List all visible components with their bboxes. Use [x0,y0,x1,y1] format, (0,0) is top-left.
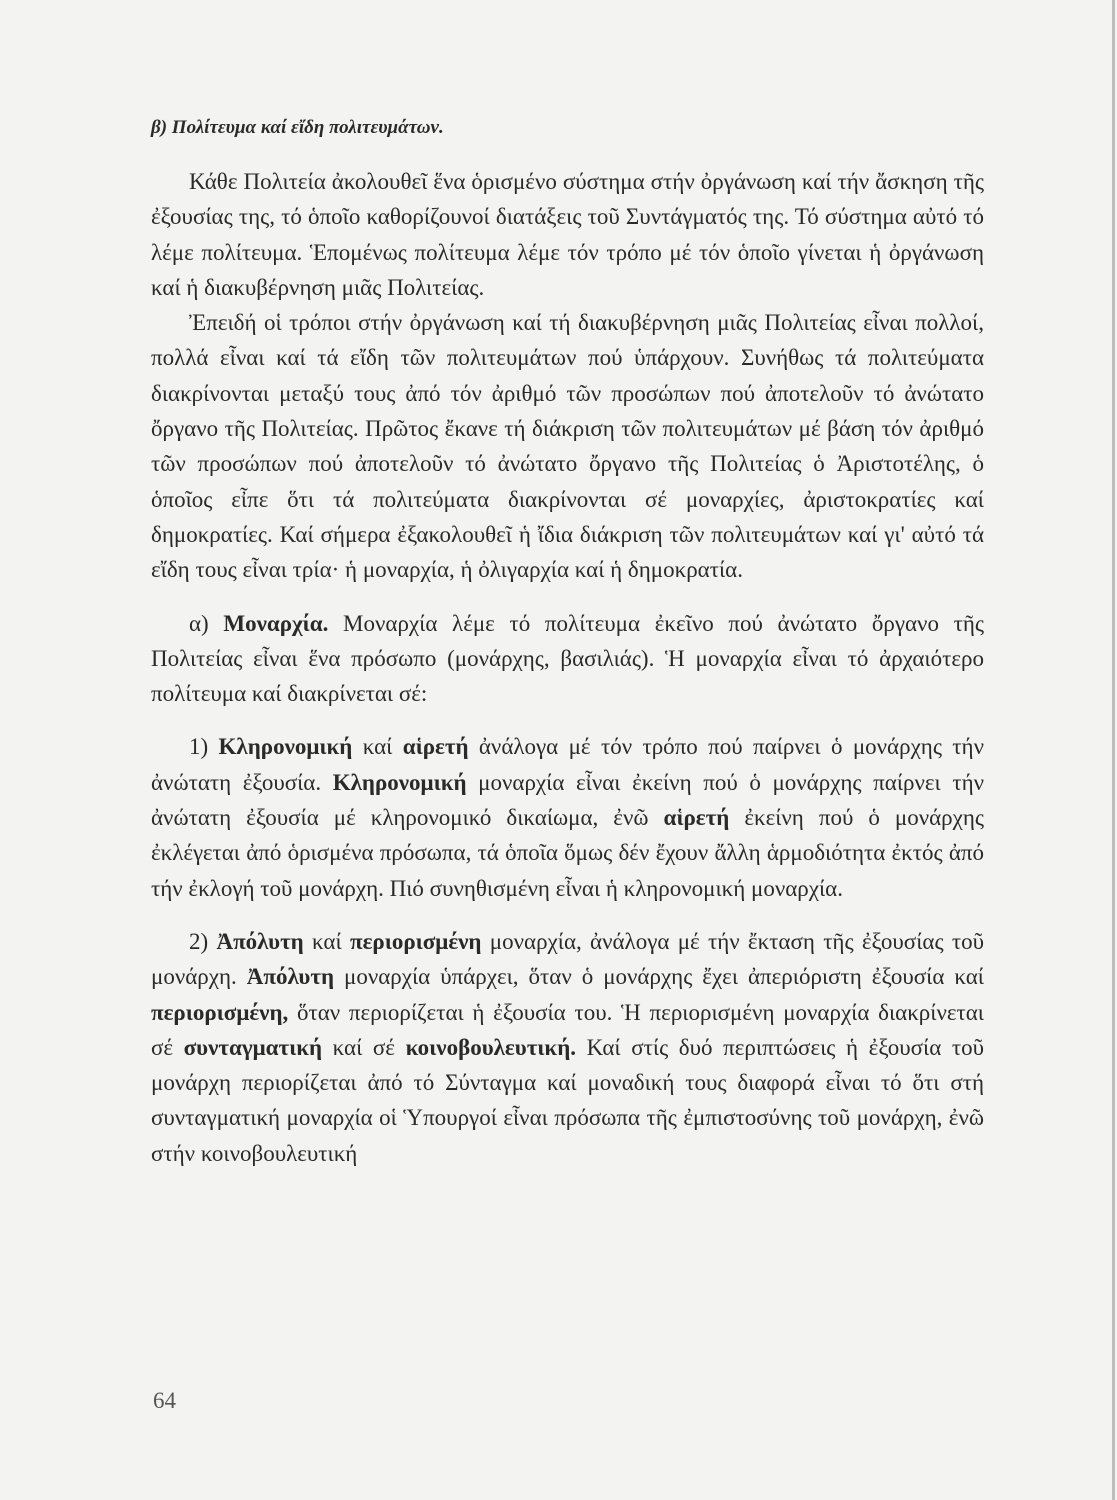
section-heading: β) Πολίτευμα καί εἴδη πολιτευμάτων. [151,117,444,138]
paragraph-absolute-limited: 2) Ἀπόλυτη καί περιορισμένη μοναρχία, ἀνάλογα μέ τήν ἔκταση τῆς ἐξουσίας τοῦ μονάρχη. Ἀπόλυτη μοναρχία ὑπάρχει, ὅταν ὁ μονάρχης ἔχει ἀπεριόριστη ἐξουσία καί περιορισμένη, ὅταν περιορίζεται ἡ ἐξουσία του. Ἡ περιορισμένη μοναρχία διακρίνεται σέ συνταγματική καί σέ κοινοβουλευτική. Καί στίς δυό περιπτώσεις ἡ ἐξουσία τοῦ μονάρχη περιορίζεται ἀπό τό Σύνταγμα καί μοναδική τους διαφορά εἶναι τό ὅτι στή συνταγματική μοναρχία οἱ Ὑπουργοί εἶναι πρόσωπα τῆς ἐμπιστοσύνης τοῦ μονάρχη, ἐνῶ στήν κοινοβουλευτική [151,928,984,1166]
paragraph-types-of-polity: Ἐπειδή οἱ τρόποι στήν ὀργάνωση καί τή διακυβέρνηση μιᾶς Πολιτείας εἶναι πολλοί, πολλά εἶναι καί τά εἴδη τῶν πολιτευμάτων πού ὑπάρχουν. Συνήθως τά πολιτεύματα διακρίνονται μεταξύ τους ἀπό τόν ἀριθμό τῶν προσώπων πού ἀποτελοῦν τό ἀνώτατο ὄργανο τῆς Πολιτείας. Πρῶτος ἔκανε τή διάκριση τῶν πολιτευμάτων μέ βάση τόν ἀριθμό τῶν προσώπων πού ἀποτελοῦν τό ἀνώτατο ὄργανο τῆς Πολιτείας ὁ Ἀριστοτέλης, ὁ ὁποῖος εἶπε ὅτι τά πολιτεύματα διακρίνονται σέ μοναρχίες, ἀριστοκρατίες καί δημοκρατίες. Καί σήμερα ἐξακολουθεῖ ἡ ἴδια διάκριση τῶν πολιτευμάτων καί γι' αὐτό τά εἴδη τους εἶναι τρία· ἡ μοναρχία, ἡ ὀλιγαρχία καί ἡ δημοκρατία. [151,310,984,583]
page-number: 64 [153,1388,176,1413]
paragraph-polity-definition: Κάθε Πολιτεία ἀκολουθεῖ ἕνα ὁρισμένο σύστημα στήν ὀργάνωση καί τήν ἄσκηση τῆς ἐξουσίας της, τό ὁποῖο καθορίζουνοί διατάξεις τοῦ Συντάγματός της. Τό σύστημα αὐτό τό λέμε πολίτευμα. Ἑπομένως πολίτευμα λέμε τόν τρόπο μέ τόν ὁποῖο γίνεται ἡ ὀργάνωση καί ἡ διακυβέρνηση μιᾶς Πολιτείας. [151,169,984,300]
paragraph-hereditary-elective: 1) Κληρονομική καί αἱρετή ἀνάλογα μέ τόν τρόπο πού παίρνει ὁ μονάρχης τήν ἀνώτατη ἐξουσία. Κληρονομική μοναρχία εἶναι ἐκείνη πού ὁ μονάρχης παίρνει τήν ἀνώτατη ἐξουσία μέ κληρονομικό δικαίωμα, ἐνῶ αἱρετή ἐκείνη πού ὁ μονάρχης ἐκλέγεται ἀπό ὁρισμένα πρόσωπα, τά ὁποῖα ὅμως δέν ἔχουν ἄλλη ἁρμοδιότητα ἐκτός ἀπό τήν ἐκλογή τοῦ μονάρχη. Πιό συνηθισμένη εἶναι ἡ κληρονομική μοναρχία. [151,734,985,901]
paragraph-monarchy: α) Μοναρχία. Μοναρχία λέμε τό πολίτευμα ἐκεῖνο πού ἀνώτατο ὄργανο τῆς Πολιτείας εἶναι ἕνα πρόσωπο (μονάρχης, βασιλιάς). Ἡ μοναρχία εἶναι τό ἀρχαιότερο πολίτευμα καί διακρίνεται σέ: [151,610,984,707]
page-edge-divider [1112,0,1115,1500]
text-block [151,114,984,1171]
